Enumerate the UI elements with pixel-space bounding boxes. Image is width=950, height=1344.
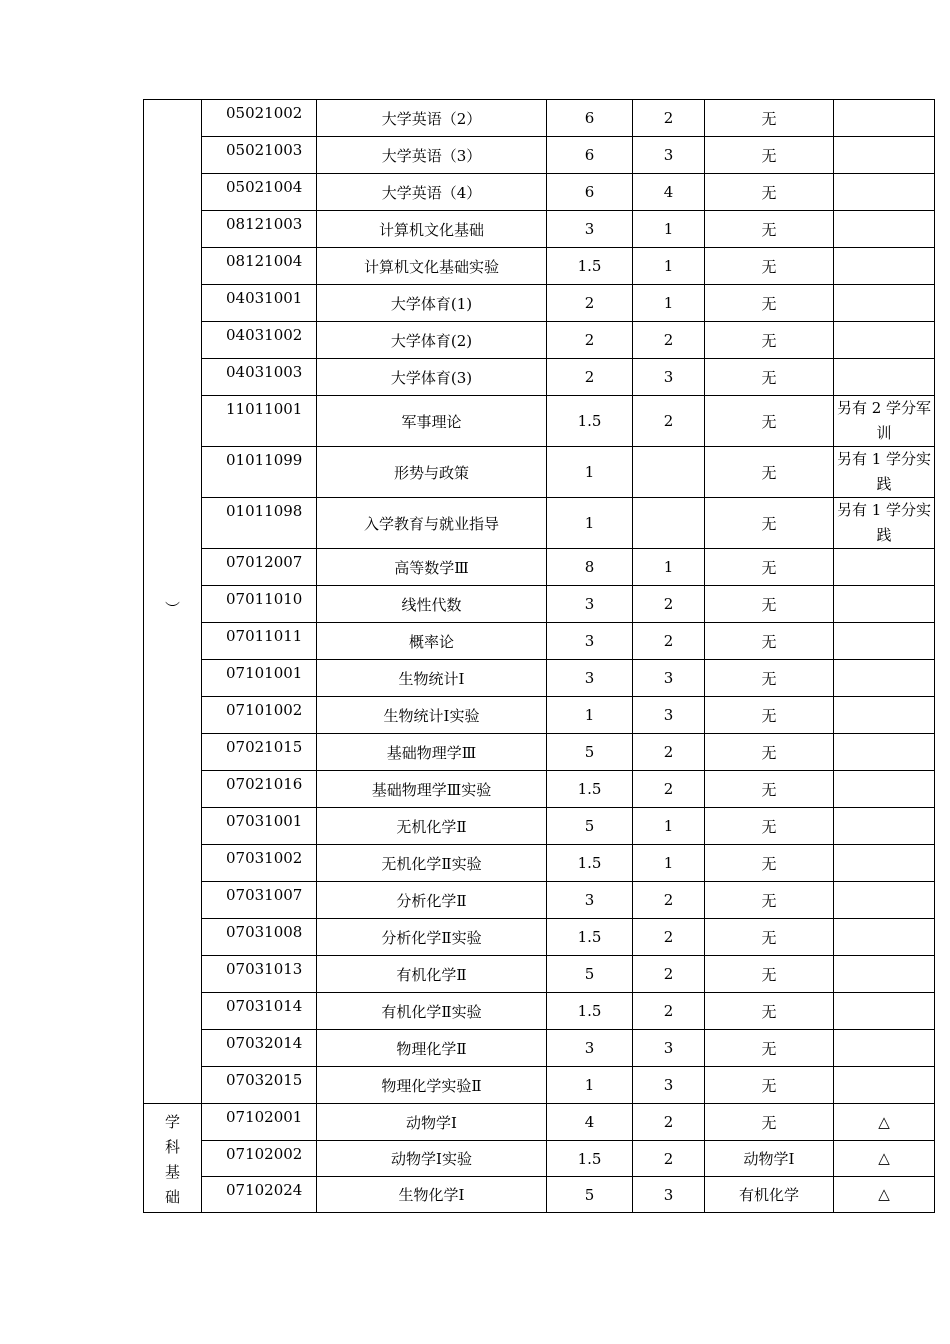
course-name: 军事理论 [317,396,547,447]
course-name: 动物学Ⅰ实验 [317,1141,547,1177]
course-name: 物理化学实验Ⅱ [317,1067,547,1104]
course-term: 2 [633,396,705,447]
table-row [144,697,935,734]
course-code: 07031007 [202,882,317,919]
course-term: 2 [633,956,705,993]
course-credit: 1 [547,447,633,498]
course-note [834,845,935,882]
course-note [834,211,935,248]
course-code: 07021016 [202,771,317,808]
course-name: 大学英语（2） [317,100,547,137]
course-note [834,808,935,845]
course-term: 1 [633,549,705,586]
course-term: 2 [633,1141,705,1177]
category-label-char: 学 [164,1113,180,1131]
course-name: 物理化学Ⅱ [317,1030,547,1067]
course-name: 概率论 [317,623,547,660]
course-credit: 3 [547,882,633,919]
course-name: 线性代数 [317,586,547,623]
course-note [834,100,935,137]
course-code: 07031014 [202,993,317,1030]
course-note [834,137,935,174]
course-prerequisite: 无 [705,285,834,322]
course-term: 2 [633,734,705,771]
course-note [834,993,935,1030]
course-note [834,734,935,771]
course-name: 有机化学Ⅱ实验 [317,993,547,1030]
course-term: 3 [633,660,705,697]
course-prerequisite: 无 [705,808,834,845]
table-row [144,660,935,697]
table-row [144,1141,935,1177]
course-credit: 1.5 [547,771,633,808]
course-prerequisite: 无 [705,1104,834,1141]
course-prerequisite: 无 [705,956,834,993]
course-credit: 1.5 [547,993,633,1030]
course-code: 07101001 [202,660,317,697]
course-name: 生物统计Ⅰ实验 [317,697,547,734]
course-code: 07101002 [202,697,317,734]
table-row [144,211,935,248]
table-row [144,882,935,919]
course-prerequisite: 无 [705,1067,834,1104]
course-prerequisite: 无 [705,697,834,734]
course-prerequisite: 无 [705,845,834,882]
table-row [144,734,935,771]
course-credit: 3 [547,586,633,623]
course-note [834,248,935,285]
course-term [633,447,705,498]
table-row [144,1104,935,1141]
course-credit: 5 [547,1177,633,1213]
course-name: 生物化学Ⅰ [317,1177,547,1213]
course-code: 04031002 [202,322,317,359]
course-prerequisite: 无 [705,211,834,248]
course-code: 07021015 [202,734,317,771]
course-code: 07011010 [202,586,317,623]
course-term: 2 [633,322,705,359]
course-note [834,285,935,322]
course-code: 11011001 [202,396,317,447]
course-prerequisite: 无 [705,771,834,808]
course-credit: 1.5 [547,248,633,285]
table-row [144,586,935,623]
table-row [144,845,935,882]
course-term: 2 [633,771,705,808]
course-credit: 3 [547,660,633,697]
table-row [144,137,935,174]
course-term: 1 [633,248,705,285]
course-code: 05021004 [202,174,317,211]
course-note [834,956,935,993]
table-row [144,808,935,845]
table-row [144,623,935,660]
course-note: 另有 2 学分军训 [834,396,935,447]
course-credit: 1.5 [547,845,633,882]
course-code: 04031001 [202,285,317,322]
course-prerequisite: 无 [705,174,834,211]
course-note: 另有 1 学分实践 [834,447,935,498]
course-prerequisite: 动物学Ⅰ [705,1141,834,1177]
category-bracket-mark: ︶ [164,600,180,618]
category-cell-general [144,100,202,1104]
table-body [144,100,935,1213]
course-note [834,359,935,396]
course-prerequisite: 无 [705,248,834,285]
course-note [834,586,935,623]
table-row [144,1030,935,1067]
table-row [144,359,935,396]
course-prerequisite: 无 [705,919,834,956]
course-code: 07031013 [202,956,317,993]
course-code: 04031003 [202,359,317,396]
course-credit: 5 [547,734,633,771]
course-term: 3 [633,1177,705,1213]
course-name: 大学体育(2) [317,322,547,359]
course-credit: 3 [547,1030,633,1067]
course-name: 大学体育(1) [317,285,547,322]
course-term: 2 [633,623,705,660]
course-name: 无机化学Ⅱ实验 [317,845,547,882]
course-name: 基础物理学Ⅲ实验 [317,771,547,808]
course-note [834,1030,935,1067]
course-note [834,882,935,919]
course-name: 分析化学Ⅱ实验 [317,919,547,956]
course-code: 05021002 [202,100,317,137]
course-name: 基础物理学Ⅲ [317,734,547,771]
course-term: 1 [633,285,705,322]
course-note [834,660,935,697]
course-code: 07102002 [202,1141,317,1177]
course-credit: 8 [547,549,633,586]
course-term: 2 [633,919,705,956]
course-term: 3 [633,697,705,734]
course-term: 4 [633,174,705,211]
course-term: 1 [633,808,705,845]
course-prerequisite: 无 [705,100,834,137]
course-term: 2 [633,586,705,623]
course-note: 另有 1 学分实践 [834,498,935,549]
table-row [144,285,935,322]
course-code: 07011011 [202,623,317,660]
course-credit: 5 [547,956,633,993]
course-note [834,697,935,734]
category-label-char: 科 [164,1138,180,1156]
course-prerequisite: 有机化学 [705,1177,834,1213]
course-prerequisite: 无 [705,137,834,174]
course-code: 05021003 [202,137,317,174]
course-name: 计算机文化基础 [317,211,547,248]
course-note: △ [834,1141,935,1177]
table-row [144,498,935,549]
course-note [834,322,935,359]
course-term [633,498,705,549]
table-row [144,919,935,956]
course-credit: 2 [547,285,633,322]
table-row [144,447,935,498]
course-prerequisite: 无 [705,498,834,549]
course-prerequisite: 无 [705,1030,834,1067]
course-prerequisite: 无 [705,586,834,623]
course-name: 高等数学Ⅲ [317,549,547,586]
course-credit: 1.5 [547,919,633,956]
course-prerequisite: 无 [705,447,834,498]
course-credit: 1 [547,498,633,549]
course-name: 动物学Ⅰ [317,1104,547,1141]
table-row [144,1177,935,1213]
course-credit: 6 [547,174,633,211]
course-credit: 3 [547,623,633,660]
course-name: 形势与政策 [317,447,547,498]
course-code: 08121003 [202,211,317,248]
table-row [144,248,935,285]
category-label-char: 础 [164,1188,180,1206]
course-note [834,919,935,956]
course-term: 2 [633,882,705,919]
table-row [144,549,935,586]
course-term: 2 [633,993,705,1030]
course-credit: 4 [547,1104,633,1141]
course-name: 大学英语（3） [317,137,547,174]
table-row [144,771,935,808]
course-note: △ [834,1177,935,1213]
course-term: 2 [633,100,705,137]
course-term: 2 [633,1104,705,1141]
course-term: 3 [633,359,705,396]
course-code: 01011098 [202,498,317,549]
course-credit: 6 [547,100,633,137]
course-term: 1 [633,845,705,882]
course-credit: 1.5 [547,1141,633,1177]
course-code: 07102001 [202,1104,317,1141]
course-prerequisite: 无 [705,623,834,660]
course-credit: 5 [547,808,633,845]
course-name: 生物统计Ⅰ [317,660,547,697]
course-credit: 2 [547,359,633,396]
course-code: 07031002 [202,845,317,882]
course-term: 3 [633,1067,705,1104]
course-name: 无机化学Ⅱ [317,808,547,845]
course-note [834,623,935,660]
course-credit: 3 [547,211,633,248]
course-prerequisite: 无 [705,396,834,447]
course-credit: 1 [547,697,633,734]
table-row [144,174,935,211]
table-row [144,956,935,993]
course-term: 3 [633,1030,705,1067]
course-code: 07032015 [202,1067,317,1104]
course-prerequisite: 无 [705,882,834,919]
course-code: 08121004 [202,248,317,285]
course-code: 07031001 [202,808,317,845]
course-credit: 1 [547,1067,633,1104]
course-credit: 2 [547,322,633,359]
course-code: 07102024 [202,1177,317,1213]
course-note [834,1067,935,1104]
course-code: 01011099 [202,447,317,498]
course-code: 07032014 [202,1030,317,1067]
table-row [144,100,935,137]
course-code: 07031008 [202,919,317,956]
course-code: 07012007 [202,549,317,586]
course-note: △ [834,1104,935,1141]
course-credit: 6 [547,137,633,174]
course-credit: 1.5 [547,396,633,447]
table-row [144,1067,935,1104]
category-cell-discipline-basics [144,1104,202,1213]
course-prerequisite: 无 [705,660,834,697]
course-prerequisite: 无 [705,549,834,586]
course-name: 计算机文化基础实验 [317,248,547,285]
category-label-char: 基 [164,1163,180,1181]
course-name: 大学体育(3) [317,359,547,396]
table-row [144,322,935,359]
course-prerequisite: 无 [705,993,834,1030]
course-name: 分析化学Ⅱ [317,882,547,919]
course-name: 大学英语（4） [317,174,547,211]
course-note [834,771,935,808]
course-table [143,99,935,1213]
course-term: 1 [633,211,705,248]
table-row [144,396,935,447]
course-prerequisite: 无 [705,734,834,771]
table-row [144,993,935,1030]
course-name: 入学教育与就业指导 [317,498,547,549]
course-prerequisite: 无 [705,322,834,359]
course-note [834,549,935,586]
course-prerequisite: 无 [705,359,834,396]
course-note [834,174,935,211]
course-name: 有机化学Ⅱ [317,956,547,993]
course-term: 3 [633,137,705,174]
